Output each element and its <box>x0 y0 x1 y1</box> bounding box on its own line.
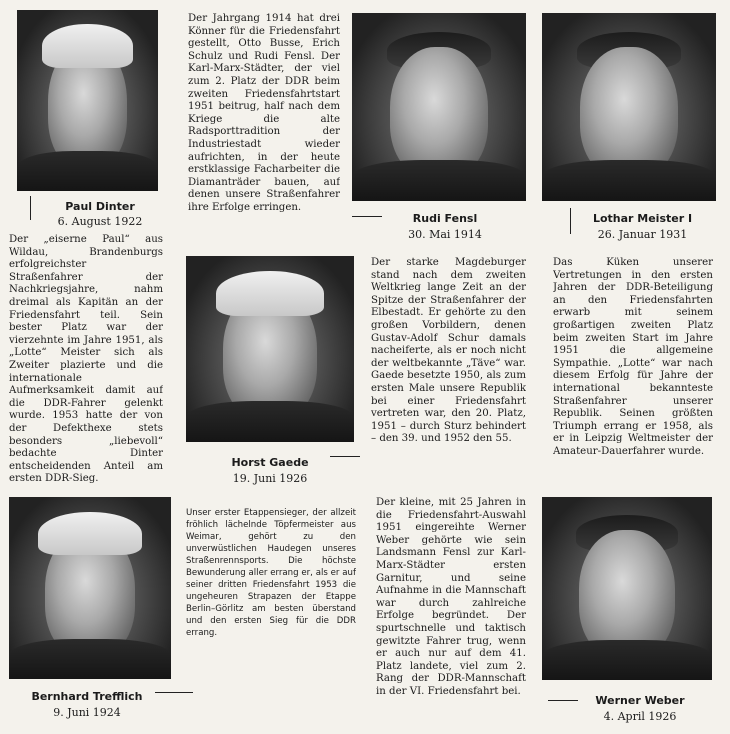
caption-rule <box>548 700 578 701</box>
shoulders <box>542 640 712 680</box>
name-lothar-meister: Lothar Meister I <box>592 212 693 225</box>
cycling-cap <box>42 24 132 67</box>
name-werner-weber: Werner Weber <box>595 694 685 707</box>
shoulders <box>186 401 354 442</box>
shoulders <box>9 639 171 679</box>
date-horst-gaede: 19. Juni 1926 <box>232 472 308 485</box>
date-lothar-meister: 26. Januar 1931 <box>597 228 688 241</box>
name-rudi-fensl: Rudi Fensl <box>412 212 478 225</box>
shoulders <box>17 151 158 191</box>
article-meister: Das Küken unserer Vertretungen in den ersten Jahren der DDR-Beteiligung an den Friedensfahrten erwarb mit seinem großartigen zweiten Platz beim zweiten Start im Jahre 1951 die allgemeine Sympathie. „Lotte“ war nach diesem Erfolg für Jahre der international bekannteste Straßenfahrer unserer Republik. Seinen größten Triumph errang er 1958, als er in Leipzig Weltmeister der Amateur-Dauerfahrer wurde. <box>553 257 713 457</box>
cycling-cap <box>216 271 324 316</box>
caption-rule <box>30 196 31 220</box>
caption-rule <box>570 208 571 234</box>
article-dinter: Der „eiserne Paul“ aus Wildau, Brandenburgs erfolgreichster Straßenfahrer der Nachkriegsjahre, nahm dreimal als Kapitän an der Friedensfahrt teil. Sein bester Platz war der vierzehnte im Jahre 1951, als „Lotte“ Meister sich als Zweiter plazierte und die internationale Aufmerksamkeit damit auf die DDR-Fahrer gelenkt wurde. 1953 hatte der von der Defekthexe stets besonders „liebevoll“ bedachte Dinter entscheidenden Anteil am ersten DDR-Sieg. <box>9 234 163 485</box>
face-shape <box>390 47 487 179</box>
face-shape <box>580 47 677 179</box>
photo-lothar-meister <box>542 13 716 201</box>
photo-werner-weber <box>542 497 712 680</box>
caption-rule <box>330 456 360 457</box>
name-bernhard-trefflich: Bernhard Trefflich <box>31 690 143 703</box>
photo-paul-dinter <box>17 10 158 191</box>
date-bernhard-trefflich: 9. Juni 1924 <box>53 706 121 719</box>
cycling-cap <box>38 512 142 556</box>
date-werner-weber: 4. April 1926 <box>603 710 677 723</box>
caption-rule <box>155 692 193 693</box>
shoulders <box>542 160 716 201</box>
date-paul-dinter: 6. August 1922 <box>57 215 143 228</box>
article-fensl: Der Jahrgang 1914 hat drei Könner für die Friedensfahrt gestellt, Otto Busse, Erich Schulz und Rudi Fensl. Der Karl-Marx-Städter, der viel zum 2. Platz der DDR beim zweiten Friedensfahrtstart 1951 beitrug, half nach dem Kriege die alte Radsporttradition der Industriestadt wieder aufrichten, in der heute erstklassige Facharbeiter die Diamanträder bauen, auf denen unsere Straßenfahrer ihre Erfolge erringen. <box>188 13 340 213</box>
article-gaede: Der starke Magdeburger stand nach dem zweiten Weltkrieg lange Zeit an der Spitze der Straßenfahrer der Elbestadt. Er gehörte zu den großen Vorbildern, denen Gustav-Adolf Schur damals nacheiferte, als er noch nicht der weltbekannte „Täve“ war. Gaede besetzte 1950, als zum ersten Male unsere Republik bei einer Friedensfahrt vertreten war, den 20. Platz, 1951 – durch Sturz behindert – den 39. und 1952 den 55. <box>371 257 526 445</box>
shoulders <box>352 160 526 201</box>
name-paul-dinter: Paul Dinter <box>65 200 135 213</box>
photo-rudi-fensl <box>352 13 526 201</box>
article-weber: Der kleine, mit 25 Jahren in die Friedensfahrt-Auswahl 1951 eingereihte Werner Weber gehörte wie sein Landsmann Fensl zur Karl-Marx-Städter ersten Garnitur, und seine Aufnahme in die Mannschaft war durch zahlreiche Erfolge begründet. Der spurtschnelle und taktisch gewitzte Fahrer trug, wenn er auch nur auf dem 41. Platz landete, viel zum 2. Rang der DDR-Mannschaft in der VI. Friedensfahrt bei. <box>376 497 526 697</box>
photo-bernhard-trefflich <box>9 497 171 679</box>
photo-horst-gaede <box>186 256 354 442</box>
caption-rule <box>352 216 382 217</box>
date-rudi-fensl: 30. Mai 1914 <box>408 228 482 241</box>
article-trefflich: Unser erster Etappensieger, der allzeit fröhlich lächelnde Töpfermeister aus Weimar, gehört zu den unverwüstlichen Haudegen unseres Straßenrennsports. Die höchste Bewunderung aller errang er, als er auf seiner dritten Friedensfahrt 1953 die ungeheuren Strapazen der Etappe Berlin–Görlitz am besten überstand und den ersten Sieg für die DDR errang. <box>186 508 356 638</box>
face-shape <box>579 530 674 658</box>
name-horst-gaede: Horst Gaede <box>231 456 309 469</box>
